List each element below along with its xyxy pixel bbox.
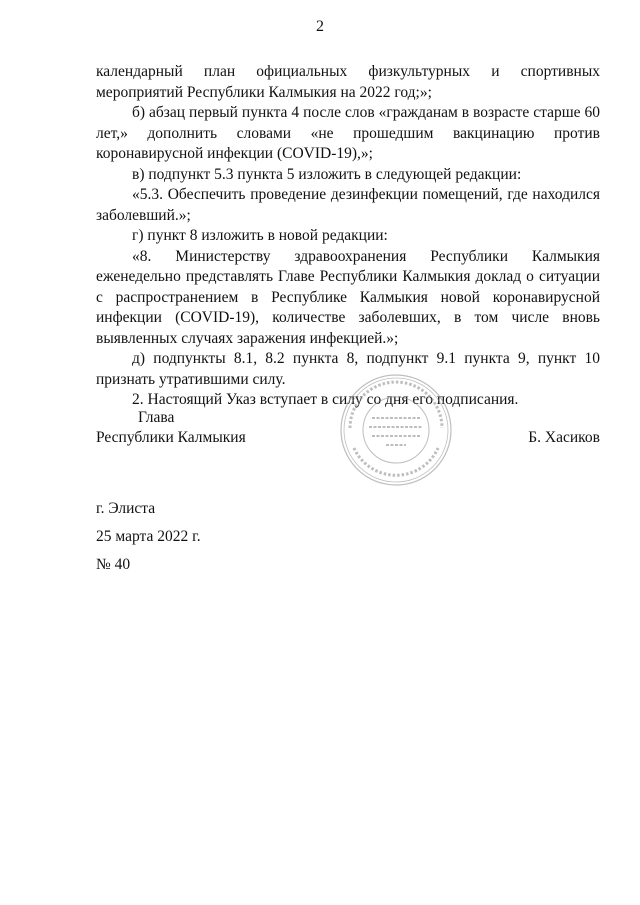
document-body	[96, 62, 600, 411]
paragraph-2: б) абзац первый пункта 4 после слов «гражданам в возрасте старше 60 лет,» дополнить словами «не прошедшим вакцинацию против коронавирусной инфекции (COVID-19),»;	[96, 104, 600, 162]
signatory-name: Б. Хасиков	[528, 429, 600, 446]
paragraph-5: г) пункт 8 изложить в новой редакции:	[132, 227, 388, 244]
document-date: 25 марта 2022 г.	[96, 528, 201, 545]
paragraph-7: д) подпункты 8.1, 8.2 пункта 8, подпункт 9.1 пункта 9, пункт 10 признать утратившими силу.	[96, 350, 600, 388]
paragraph-3: в) подпункт 5.3 пункта 5 изложить в следующей редакции:	[132, 165, 522, 183]
signatory-title-line2: Республики Калмыкия	[96, 429, 246, 446]
signatory-title-line1: Глава	[138, 409, 175, 426]
paragraph-8: 2. Настоящий Указ вступает в силу со дня его подписания.	[132, 391, 519, 408]
paragraph-1: календарный план официальных физкультурных и спортивных мероприятий Республики Калмыкия на 2022 год;»;	[96, 63, 600, 101]
paragraph-6: «8. Министерству здравоохранения Республики Калмыкия еженедельно представлять Главе Республики Калмыкия доклад о ситуации с распространением в Республике Калмыкия новой коронавирусной инфекции (COVID-19), количестве заболевших, в том числе вновь выявленных случаях заражения инфекцией.»;	[96, 247, 600, 347]
page-number: 2	[316, 18, 324, 35]
document-footer	[96, 495, 201, 579]
official-stamp-icon	[336, 370, 456, 490]
document-number: № 40	[96, 556, 131, 573]
city: г. Элиста	[96, 500, 156, 517]
paragraph-4: «5.3. Обеспечить проведение дезинфекции помещений, где находился заболевший.»;	[96, 186, 600, 224]
